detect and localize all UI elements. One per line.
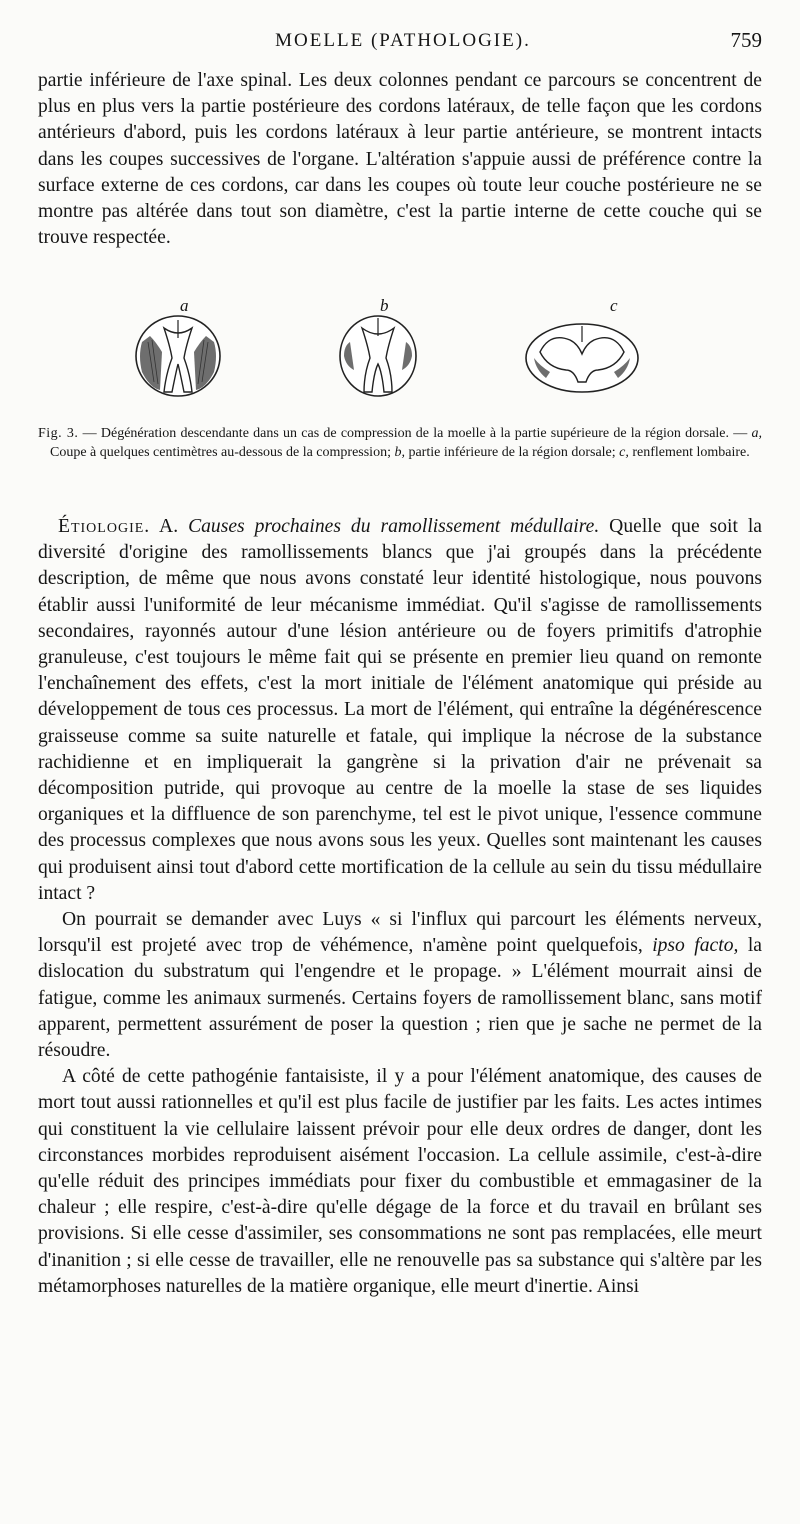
spinal-section-c-drawing (520, 312, 650, 398)
page-header (38, 28, 768, 58)
caption-main-text: — Dégénération descendante dans un cas de compression de la moelle à la partie supérieure de la région dorsale. — (78, 426, 752, 441)
caption-paragraph (38, 425, 762, 462)
caption-c-text: renflement lombaire. (628, 444, 750, 460)
figure-label-a: a (180, 296, 189, 315)
spinal-section-b-drawing (330, 312, 430, 398)
section-heading: Étiologie. (58, 516, 151, 537)
continuation-paragraph (38, 68, 762, 251)
figure-caption (38, 425, 762, 462)
figure-3 (130, 296, 690, 416)
section-b (330, 296, 490, 416)
latin-phrase: ipso facto, (652, 935, 739, 957)
section-letter: A. (150, 516, 189, 537)
paragraph-text: Quelle que soit la diversité d'origine des ramollissements blancs que j'ai groupés dans la précédente description, de même que nous avons constaté leur identité histologique, nous pouvons établir aussi l'uniformité de leur mécanisme immédiat. Qu'il s'agisse de ramollissements secondaires, rayonnés autour d'une lésion antérieure ou de foyers primitifs d'atrophie granuleuse, c'est toujours le même fait qui se présente en premier lieu quand on remonte l'enchaînement des effets, c'est la mort initiale de l'élément anatomique qui préside au développement de tous ces processus. La mort de l'élément, qui entraîne la dégénérescence graisseuse comme sa suite naturelle et fatale, qui implique la nécrose de la substance rachidienne et en impliquerait la gangrène si la privation d'air ne prévenait sa décomposition putride, qui provoque au centre de la moelle la stase de ses liquides organiques et la diffluence de son parenchyme, tel est le pivot unique, l'essence commune des processus complexes que nous avons sous les yeux. Quelles sont maintenant les causes qui produisent ainsi tout d'abord cette mortification de la cellule au sein du tissu médullaire intact ? (38, 516, 762, 904)
etiology-paragraph-3: A côté de cette pathogénie fantaisiste, il y a pour l'élément anatomique, des causes de mort tout aussi rationnelles et qu'il est plus facile de justifier par les faits. Les actes intimes qui constituent la vie cellulaire laissent prévoir pour elle deux ordres de danger, dont les circonstances morbides reproduisent aisément l'occasion. La cellule assimile, c'est-à-dire qu'elle réduit des principes immédiats pour fixer du combustible et emmagasiner de la chaleur ; elle respire, c'est-à-dire qu'elle dégage de la force et du travail en brûlant ses provisions. Si elle cesse d'assimiler, ses consommations ne sont pas remplacées, elle meurt d'inanition ; si elle cesse de travailler, elle ne renouvelle pas sa substance qui s'altère par les métamorphoses naturelles de la matière organique, elle meurt d'inertie. Ainsi (38, 1066, 762, 1297)
etiology-section (38, 514, 762, 1300)
caption-a-letter: a, (751, 426, 762, 441)
caption-b-letter: b, (394, 444, 405, 460)
page-number: 759 (730, 28, 762, 52)
section-subheading: Causes prochaines du ramollissement médullaire. (188, 516, 600, 537)
running-title: MOELLE (PATHOLOGIE). (275, 30, 531, 51)
paragraph-text: partie inférieure de l'axe spinal. Les deux colonnes pendant ce parcours se concentrent de plus en plus vers la partie postérieure des cordons latéraux, de telle façon que les cordons antérieurs d'abord, puis les cordons latéraux à leur partie antérieure, se montrent intacts dans les coupes successives de l'organe. L'altération s'appuie aussi de préférence contre la surface externe de ces cordons, car dans les coupes où toute leur couche postérieure ne se montre pas altérée dans tout son diamètre, c'est la partie interne de cette couche qui se trouve respectée. (38, 70, 762, 249)
section-a (130, 296, 290, 416)
paragraph-text: la dislocation du substratum qui l'engendre et le propage. » L'élément mourrait ainsi de fatigue, comme les animaux surmenés. Certains foyers de ramollissement blanc, sans motif apparent, permettent assurément de poser la question ; rien que je sache ne permet de la résoudre. (38, 935, 762, 1062)
figure-label-c: c (610, 296, 618, 315)
caption-b-text: partie inférieure de la région dorsale; (404, 444, 620, 460)
caption-c-letter: c, (619, 444, 629, 460)
figure-label-b: b (380, 296, 389, 315)
caption-a-text: Coupe à quelques centimètres au-dessous de la compression; (50, 444, 395, 460)
figure-reference: Fig. 3. (38, 426, 79, 441)
etiology-paragraph-1 (38, 514, 762, 907)
section-c (520, 296, 680, 416)
spinal-section-a-drawing (130, 312, 230, 398)
etiology-paragraph-2 (38, 907, 762, 1064)
paragraph-text: On pourrait se demander avec Luys « si l'influx qui parcourt les éléments nerveux, lorsqu'il est projeté avec trop de véhémence, n'amène point quelquefois, (38, 909, 762, 957)
